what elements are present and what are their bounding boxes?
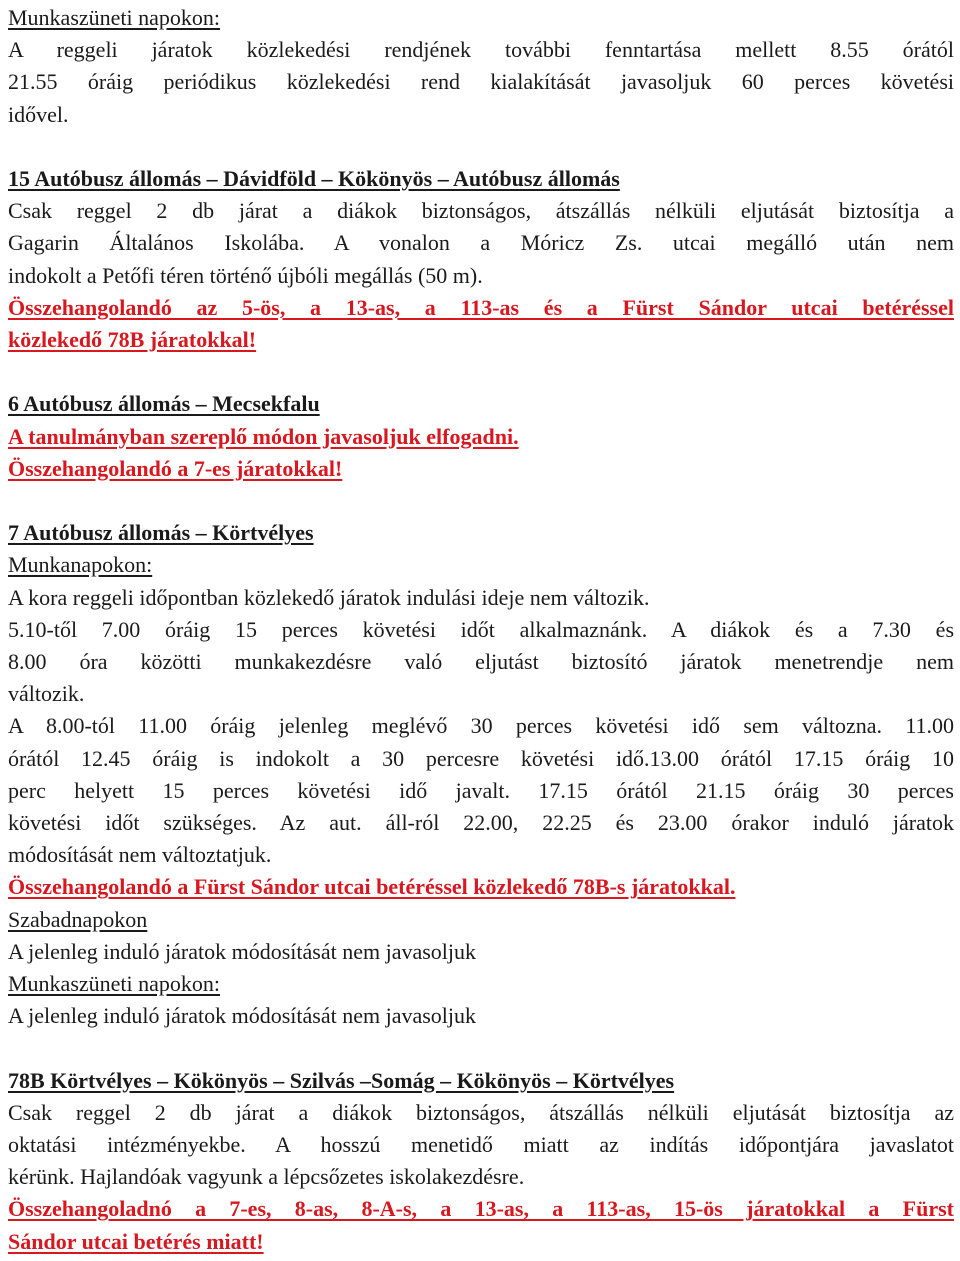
text-line: 8.00 óra közötti munkakezdésre való eljutást biztosító járatok menetrendje nem (8, 649, 954, 675)
route-78b-section (8, 1065, 954, 1258)
text-line: indokolt a Petőfi téren történő újbóli megállás (50 m). (8, 262, 483, 288)
route-15-section (8, 163, 954, 356)
text-line: órától 12.45 óráig is indokolt a 30 percesre követési idő.13.00 órától 17.15 óráig 10 (8, 745, 954, 771)
text-line: A kora reggeli időpontban közlekedő járatok indulási ideje nem változik. (8, 584, 650, 610)
route-15-title: 15 Autóbusz állomás – Dávidföld – Kökönyös – Autóbusz állomás (8, 166, 620, 191)
route-7-title: 7 Autóbusz állomás – Körtvélyes (8, 520, 314, 546)
holiday-heading: Munkaszüneti napokon: (8, 971, 221, 997)
text-line: kérünk. Hajlandóak vagyunk a lépcsőzetes iskolakezdésre. (8, 1164, 525, 1190)
text-line: Gagarin Általános Iskolába. A vonalon a Móricz Zs. utcai megálló után nem (8, 230, 954, 256)
coordination-note: Sándor utcai betérés miatt! (8, 1228, 264, 1254)
holiday-heading: Munkaszüneti napokon: (8, 5, 221, 30)
text-line: A reggeli járatok közlekedési rendjének további fenntartása mellett 8.55 órától (8, 37, 954, 63)
spacer (8, 485, 954, 517)
saturday-heading: Szabadnapokon (8, 906, 148, 932)
text-line: perc helyett 15 perces követési idő javalt. 17.15 órától 21.15 óráig 30 perces (8, 777, 954, 803)
intro-section (8, 2, 954, 131)
text-line: követési időt szükséges. Az aut. áll-ról 22.00, 22.25 és 23.00 órakor induló járatok (8, 810, 954, 836)
recommendation-note: A tanulmányban szereplő módon javasoljuk elfogadni. (8, 423, 519, 449)
coordination-note: közlekedő 78B járatokkal! (8, 327, 257, 353)
route-7-section (8, 517, 954, 1032)
spacer (8, 1032, 954, 1064)
text-line: Csak reggel 2 db járat a diákok biztonságos, átszállás nélküli eljutását biztosítja a (8, 198, 954, 224)
text-line: oktatási intézményekbe. A hosszú menetidő miatt az indítás időpontjára javaslatot (8, 1132, 954, 1158)
text-line: A jelenleg induló járatok módosítását nem javasoljuk (8, 938, 477, 964)
text-line: 21.55 óráig periódikus közlekedési rend kialakítását javasoljuk 60 perces követési (8, 69, 954, 95)
coordination-note: Összehangoladnó a 7-es, 8-as, 8-A-s, a 13-as, a 113-as, 15-ös járatokkal a Fürst (8, 1196, 954, 1222)
document-page (8, 2, 954, 1258)
text-line: Csak reggel 2 db járat a diákok biztonságos, átszállás nélküli eljutását biztosítja az (8, 1099, 954, 1125)
route-6-section (8, 388, 954, 485)
text-line: idővel. (8, 101, 69, 127)
route-78b-title: 78B Körtvélyes – Kökönyös – Szilvás –Somág – Kökönyös – Körtvélyes (8, 1067, 675, 1093)
text-line: A jelenleg induló járatok módosítását nem javasoljuk (8, 1003, 477, 1029)
coordination-note: Összehangolandó a Fürst Sándor utcai betéréssel közlekedő 78B-s járatokkal. (8, 874, 736, 900)
text-line: A 8.00-tól 11.00 óráig jelenleg meglévő 30 perces követési idő sem változna. 11.00 (8, 713, 954, 739)
coordination-note: Összehangolandó a 7-es járatokkal! (8, 455, 343, 481)
coordination-note: Összehangolandó az 5-ös, a 13-as, a 113-as és a Fürst Sándor utcai betéréssel (8, 294, 954, 320)
route-6-title: 6 Autóbusz állomás – Mecsekfalu (8, 391, 320, 417)
text-line: módosítását nem változtatjuk. (8, 842, 272, 868)
text-line: 5.10-től 7.00 óráig 15 perces követési időt alkalmaznánk. A diákok és a 7.30 és (8, 616, 954, 642)
spacer (8, 356, 954, 388)
weekday-heading: Munkanapokon: (8, 552, 153, 578)
text-line: változik. (8, 681, 85, 707)
spacer (8, 131, 954, 163)
